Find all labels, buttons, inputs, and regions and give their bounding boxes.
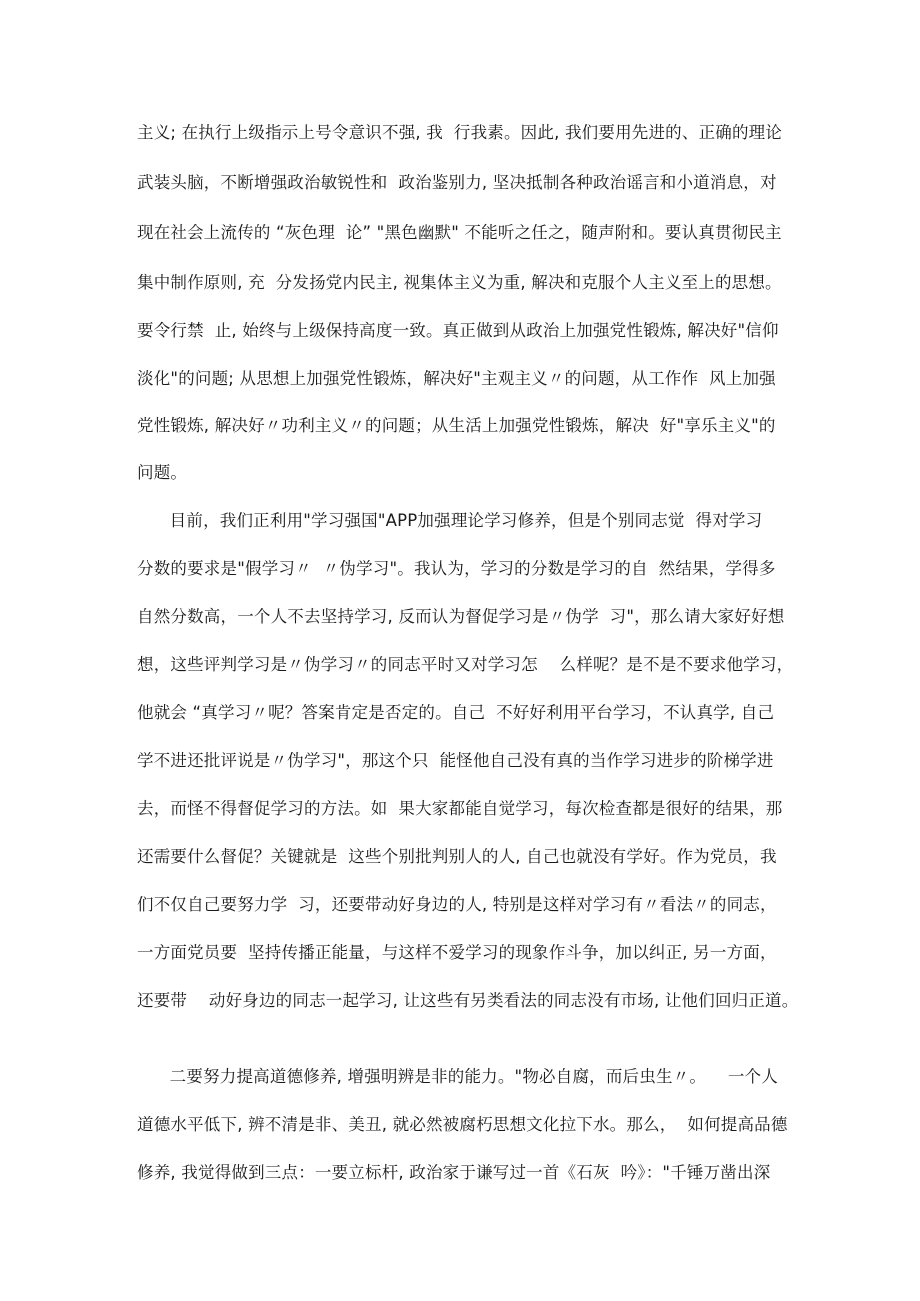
paragraph-3-line-3: 修养, 我觉得做到三点：一要立标杆, 政治家于谦写过一首《石灰 吟》："千锤万凿出深 [137, 1163, 771, 1182]
paragraph-1-line-7: 党性锻炼, 解决好〃功利主义〃的问题；从生活上加强党性锻炼，解决 好"享乐主义"的 [137, 416, 776, 435]
paragraph-1-line-1: 主义; 在执行上级指示上号令意识不强, 我 行我素。因此, 我们要用先进的、正确的理论 [137, 123, 783, 142]
paragraph-1-line-8: 问题。 [137, 463, 188, 482]
paragraph-1-line-6: 淡化"的问题; 从思想上加强党性锻炼，解决好"主观主义〃的问题，从工作作 风上加强 [137, 369, 776, 388]
paragraph-2-line-3: 自然分数高，一个人不去坚持学习, 反而认为督促学习是〃伪学 习"，那么请大家好好想 [137, 607, 785, 626]
paragraph-2-line-1: 目前，我们正利用"学习强国"APP加强理论学习修养，但是个别同志觉 得对学习 [137, 511, 763, 530]
paragraph-1-line-2: 武装头脑，不断增强政治敏锐性和 政治鉴别力, 坚决抵制各种政治谣言和小道消息，对 [137, 173, 777, 192]
paragraph-2-line-9: 们不仅自己要努力学 习，还要带动好身边的人, 特别是这样对学习有〃看法〃的同志， [137, 895, 777, 914]
paragraph-1-line-4: 集中制作原则, 充 分发扬党内民主, 视集体主义为重, 解决和克服个人主义至上的思想。 [137, 273, 782, 292]
paragraph-1-line-5: 要令行禁 止, 始终与上级保持高度一致。真正做到从政治上加强党性锻炼, 解决好"信仰 [137, 321, 779, 340]
paragraph-2-line-7: 去，而怪不得督促学习的方法。如 果大家都能自觉学习，每次检查都是很好的结果，那 [137, 799, 783, 818]
paragraph-1-line-3: 现在社会上流传的 “灰色理 论” "黑色幽默" 不能听之任之，随声附和。要认真贯彻民主 [137, 223, 782, 242]
paragraph-2-line-10: 一方面党员要 坚持传播正能量，与这样不爱学习的现象作斗争，加以纠正, 另一方面， [137, 943, 777, 962]
paragraph-2-line-6: 学不进还批评说是〃伪学习"，那这个只 能怪他自己没有真的当作学习进步的阶梯学进 [137, 751, 774, 770]
paragraph-3-line-2: 道德水平低下, 辨不清是非、美丑, 就必然被腐朽思想文化拉下水。那么， 如何提高品德 [137, 1115, 788, 1134]
paragraph-2-line-2: 分数的要求是"假学习〃 〃伪学习"。我认为，学习的分数是学习的自 然结果，学得多 [137, 559, 776, 578]
paragraph-2-line-11: 还要带 动好身边的同志一起学习, 让这些有另类看法的同志没有市场, 让他们回归正道。 [137, 991, 799, 1010]
paragraph-2-line-8: 还需要什么督促？关键就是 这些个别批判别人的人, 自己也就没有学好。作为党员，我 [137, 847, 777, 866]
paragraph-2-line-4: 想，这些评判学习是〃伪学习〃的同志平时又对学习怎 么样呢？是不是不要求他学习， [137, 655, 794, 674]
paragraph-2-line-5: 他就会 “真学习〃呢？答案肯定是否定的。自己 不好好利用平台学习，不认真学, 自己 [137, 703, 775, 722]
paragraph-3-line-1: 二要努力提高道德修养, 增强明辨是非的能力。"物必自腐，而后虫生〃。 一个人 [137, 1067, 778, 1086]
